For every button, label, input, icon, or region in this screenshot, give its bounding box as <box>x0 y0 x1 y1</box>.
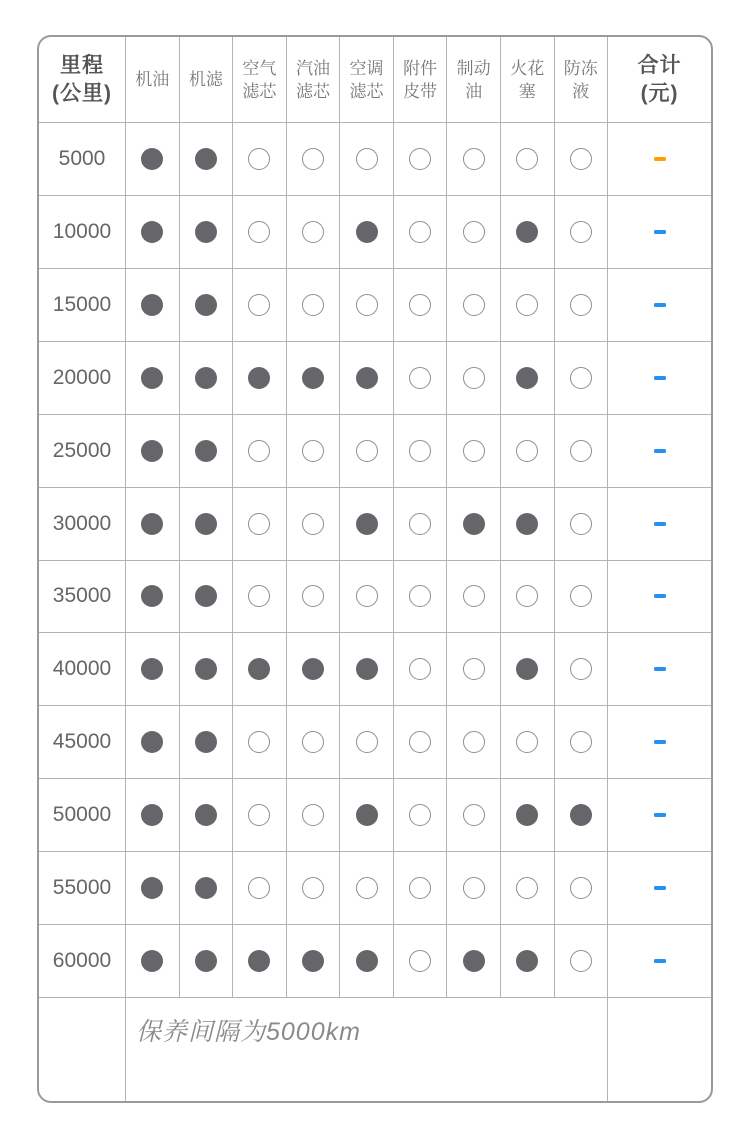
item-cell <box>555 342 609 414</box>
item-cell <box>394 561 448 633</box>
mileage-cell <box>39 269 126 341</box>
dot-filled-icon <box>516 658 538 680</box>
mileage-label: 5000 <box>58 146 106 170</box>
item-cell <box>126 852 180 924</box>
item-cell <box>340 196 394 268</box>
dot-filled-icon <box>463 950 485 972</box>
dot-empty-icon <box>570 148 592 170</box>
mileage-label: 60000 <box>52 949 112 973</box>
item-cell <box>287 342 341 414</box>
dot-filled-icon <box>195 731 217 753</box>
mileage-cell <box>39 196 126 268</box>
item-cell <box>287 269 341 341</box>
dot-empty-icon <box>463 731 485 753</box>
dot-empty-icon <box>248 585 270 607</box>
item-cell <box>126 561 180 633</box>
dot-empty-icon <box>570 367 592 389</box>
item-cell <box>447 561 501 633</box>
item-cell <box>555 706 609 778</box>
item-cell <box>180 415 234 487</box>
item-cell <box>501 925 555 997</box>
table-row <box>39 269 711 342</box>
item-cell <box>126 123 180 195</box>
item-cell <box>394 196 448 268</box>
item-cell <box>555 269 609 341</box>
dot-filled-icon <box>356 804 378 826</box>
item-cell <box>126 488 180 560</box>
dot-filled-icon <box>356 513 378 535</box>
dot-empty-icon <box>356 731 378 753</box>
item-cell <box>394 925 448 997</box>
dot-empty-icon <box>516 148 538 170</box>
dot-filled-icon <box>141 804 163 826</box>
item-cell <box>340 633 394 705</box>
mileage-cell <box>39 123 126 195</box>
dot-filled-icon <box>141 658 163 680</box>
header-mileage <box>39 37 126 122</box>
footer-empty-cell <box>39 998 126 1101</box>
item-cell <box>555 779 609 851</box>
item-cell <box>555 196 609 268</box>
dot-filled-icon <box>141 294 163 316</box>
header-engine-oil: 机油 <box>126 37 180 122</box>
dot-filled-icon <box>302 950 324 972</box>
item-cell <box>180 852 234 924</box>
item-cell <box>394 123 448 195</box>
item-cell <box>501 196 555 268</box>
dot-filled-icon <box>141 731 163 753</box>
item-cell <box>394 488 448 560</box>
dot-empty-icon <box>516 294 538 316</box>
mileage-label: 45000 <box>52 730 112 754</box>
total-value <box>654 376 666 380</box>
dot-filled-icon <box>195 658 217 680</box>
item-cell <box>233 925 287 997</box>
dot-empty-icon <box>516 877 538 899</box>
total-value <box>654 303 666 307</box>
dot-empty-icon <box>463 148 485 170</box>
dot-filled-icon <box>195 877 217 899</box>
item-cell <box>340 561 394 633</box>
dot-empty-icon <box>516 440 538 462</box>
dot-empty-icon <box>302 585 324 607</box>
item-cell <box>447 706 501 778</box>
item-cell <box>340 488 394 560</box>
dot-empty-icon <box>248 440 270 462</box>
dot-filled-icon <box>516 804 538 826</box>
dot-empty-icon <box>248 804 270 826</box>
dot-empty-icon <box>248 221 270 243</box>
item-cell <box>555 123 609 195</box>
item-cell <box>287 196 341 268</box>
dot-filled-icon <box>195 804 217 826</box>
header-total-line2: (元) <box>640 81 679 105</box>
header-spark-plug: 火花 塞 <box>501 37 555 122</box>
dot-filled-icon <box>463 513 485 535</box>
item-cell <box>501 779 555 851</box>
item-cell <box>233 269 287 341</box>
total-cell <box>608 488 711 560</box>
dot-filled-icon <box>302 367 324 389</box>
dot-empty-icon <box>356 294 378 316</box>
dot-filled-icon <box>195 585 217 607</box>
mileage-label: 40000 <box>52 657 112 681</box>
dot-empty-icon <box>516 731 538 753</box>
mileage-label: 15000 <box>52 292 112 316</box>
item-cell <box>501 633 555 705</box>
header-brake-fluid: 制动 油 <box>447 37 501 122</box>
table-row <box>39 488 711 561</box>
dot-filled-icon <box>141 148 163 170</box>
item-cell <box>340 706 394 778</box>
dot-empty-icon <box>409 877 431 899</box>
item-cell <box>394 269 448 341</box>
item-cell <box>180 488 234 560</box>
item-cell <box>447 342 501 414</box>
item-cell <box>447 852 501 924</box>
header-ac-filter: 空调 滤芯 <box>340 37 394 122</box>
item-cell <box>447 269 501 341</box>
dot-filled-icon <box>195 148 217 170</box>
dot-empty-icon <box>409 221 431 243</box>
dot-empty-icon <box>570 950 592 972</box>
item-cell <box>501 706 555 778</box>
dot-empty-icon <box>463 294 485 316</box>
dot-filled-icon <box>356 658 378 680</box>
item-cell <box>555 415 609 487</box>
total-value <box>654 667 666 671</box>
dot-empty-icon <box>409 585 431 607</box>
mileage-label: 30000 <box>52 511 112 535</box>
dot-empty-icon <box>302 440 324 462</box>
item-cell <box>233 633 287 705</box>
item-cell <box>447 123 501 195</box>
dot-empty-icon <box>409 440 431 462</box>
item-cell <box>447 633 501 705</box>
dot-filled-icon <box>141 440 163 462</box>
header-total-line1: 合计 <box>637 53 682 77</box>
total-cell <box>608 633 711 705</box>
dot-filled-icon <box>141 513 163 535</box>
dot-empty-icon <box>356 440 378 462</box>
maintenance-interval-note: 保养间隔为5000km <box>136 1018 361 1046</box>
item-cell <box>501 342 555 414</box>
dot-empty-icon <box>570 658 592 680</box>
dot-filled-icon <box>195 513 217 535</box>
total-cell <box>608 123 711 195</box>
item-cell <box>340 852 394 924</box>
item-cell <box>447 488 501 560</box>
dot-empty-icon <box>570 294 592 316</box>
dot-filled-icon <box>516 367 538 389</box>
item-cell <box>447 925 501 997</box>
table-row <box>39 561 711 634</box>
item-cell <box>233 342 287 414</box>
mileage-cell <box>39 779 126 851</box>
header-mileage-line2: (公里) <box>52 81 112 105</box>
item-cell <box>126 633 180 705</box>
dot-empty-icon <box>516 585 538 607</box>
dot-empty-icon <box>302 294 324 316</box>
total-value <box>654 449 666 453</box>
mileage-cell <box>39 342 126 414</box>
dot-filled-icon <box>356 221 378 243</box>
header-row <box>39 37 711 123</box>
mileage-label: 50000 <box>52 803 112 827</box>
mileage-cell <box>39 925 126 997</box>
dot-filled-icon <box>141 221 163 243</box>
table-row <box>39 779 711 852</box>
item-cell <box>287 706 341 778</box>
total-value <box>654 522 666 526</box>
total-value <box>654 157 666 161</box>
dot-filled-icon <box>356 367 378 389</box>
table-row <box>39 196 711 269</box>
item-cell <box>233 561 287 633</box>
total-value <box>654 959 666 963</box>
item-cell <box>287 123 341 195</box>
dot-filled-icon <box>141 367 163 389</box>
header-air-filter: 空气 滤芯 <box>233 37 287 122</box>
dot-empty-icon <box>409 294 431 316</box>
mileage-cell <box>39 561 126 633</box>
item-cell <box>501 852 555 924</box>
total-value <box>654 813 666 817</box>
table-row <box>39 342 711 415</box>
total-value <box>654 886 666 890</box>
dot-empty-icon <box>570 731 592 753</box>
total-value <box>654 230 666 234</box>
mileage-label: 35000 <box>52 584 112 608</box>
item-cell <box>180 925 234 997</box>
dot-empty-icon <box>302 877 324 899</box>
dot-empty-icon <box>409 950 431 972</box>
dot-empty-icon <box>409 513 431 535</box>
mileage-cell <box>39 706 126 778</box>
item-cell <box>126 269 180 341</box>
table-row <box>39 123 711 196</box>
dot-filled-icon <box>195 294 217 316</box>
table-row <box>39 852 711 925</box>
item-cell <box>340 269 394 341</box>
table-row <box>39 706 711 779</box>
item-cell <box>287 633 341 705</box>
dot-empty-icon <box>302 731 324 753</box>
dot-empty-icon <box>356 877 378 899</box>
mileage-label: 55000 <box>52 876 112 900</box>
item-cell <box>233 415 287 487</box>
item-cell <box>555 852 609 924</box>
footer-note-cell <box>126 998 608 1101</box>
dot-empty-icon <box>409 148 431 170</box>
header-antifreeze: 防冻 液 <box>555 37 609 122</box>
item-cell <box>126 342 180 414</box>
dot-empty-icon <box>356 148 378 170</box>
dot-empty-icon <box>463 658 485 680</box>
item-cell <box>340 342 394 414</box>
dot-empty-icon <box>463 804 485 826</box>
dot-empty-icon <box>248 513 270 535</box>
item-cell <box>287 925 341 997</box>
dot-filled-icon <box>141 950 163 972</box>
total-cell <box>608 342 711 414</box>
total-cell <box>608 415 711 487</box>
dot-empty-icon <box>248 148 270 170</box>
item-cell <box>501 269 555 341</box>
item-cell <box>447 415 501 487</box>
header-oil-filter: 机滤 <box>180 37 234 122</box>
dot-filled-icon <box>141 585 163 607</box>
total-cell <box>608 706 711 778</box>
dot-empty-icon <box>570 513 592 535</box>
item-cell <box>501 561 555 633</box>
mileage-label: 20000 <box>52 365 112 389</box>
item-cell <box>394 633 448 705</box>
item-cell <box>126 925 180 997</box>
item-cell <box>180 779 234 851</box>
item-cell <box>555 561 609 633</box>
table-body <box>39 123 711 998</box>
item-cell <box>180 342 234 414</box>
dot-filled-icon <box>516 950 538 972</box>
item-cell <box>180 196 234 268</box>
footer-row <box>39 998 711 1101</box>
item-cell <box>555 633 609 705</box>
dot-empty-icon <box>302 148 324 170</box>
total-cell <box>608 269 711 341</box>
dot-filled-icon <box>248 367 270 389</box>
item-cell <box>180 561 234 633</box>
item-cell <box>180 633 234 705</box>
item-cell <box>501 488 555 560</box>
item-cell <box>233 196 287 268</box>
dot-filled-icon <box>516 513 538 535</box>
dot-filled-icon <box>570 804 592 826</box>
item-cell <box>287 852 341 924</box>
item-cell <box>501 415 555 487</box>
dot-filled-icon <box>516 221 538 243</box>
item-cell <box>340 415 394 487</box>
total-value <box>654 740 666 744</box>
item-cell <box>180 706 234 778</box>
dot-empty-icon <box>463 440 485 462</box>
mileage-cell <box>39 415 126 487</box>
total-cell <box>608 561 711 633</box>
header-total <box>608 37 711 122</box>
table-row <box>39 415 711 488</box>
total-cell <box>608 779 711 851</box>
item-cell <box>233 123 287 195</box>
dot-empty-icon <box>409 658 431 680</box>
total-value <box>654 594 666 598</box>
dot-empty-icon <box>409 367 431 389</box>
item-cell <box>340 779 394 851</box>
dot-empty-icon <box>356 585 378 607</box>
dot-empty-icon <box>570 877 592 899</box>
mileage-cell <box>39 488 126 560</box>
item-cell <box>394 706 448 778</box>
item-cell <box>394 415 448 487</box>
item-cell <box>287 779 341 851</box>
item-cell <box>287 415 341 487</box>
dot-empty-icon <box>248 294 270 316</box>
item-cell <box>126 196 180 268</box>
header-fuel-filter: 汽油 滤芯 <box>287 37 341 122</box>
dot-empty-icon <box>463 221 485 243</box>
header-mileage-line1: 里程 <box>60 53 104 77</box>
total-cell <box>608 852 711 924</box>
mileage-label: 10000 <box>52 219 112 243</box>
mileage-label: 25000 <box>52 438 112 462</box>
item-cell <box>233 779 287 851</box>
maintenance-schedule-table <box>37 35 713 1103</box>
dot-filled-icon <box>195 440 217 462</box>
dot-empty-icon <box>570 440 592 462</box>
item-cell <box>394 852 448 924</box>
dot-empty-icon <box>409 804 431 826</box>
item-cell <box>126 706 180 778</box>
header-accessory-belt: 附件 皮带 <box>394 37 448 122</box>
dot-empty-icon <box>463 877 485 899</box>
dot-filled-icon <box>356 950 378 972</box>
dot-filled-icon <box>195 367 217 389</box>
item-cell <box>447 779 501 851</box>
item-cell <box>394 779 448 851</box>
item-cell <box>501 123 555 195</box>
total-cell <box>608 196 711 268</box>
dot-filled-icon <box>195 950 217 972</box>
dot-empty-icon <box>302 804 324 826</box>
dot-filled-icon <box>195 221 217 243</box>
item-cell <box>126 779 180 851</box>
dot-filled-icon <box>141 877 163 899</box>
item-cell <box>287 488 341 560</box>
item-cell <box>180 269 234 341</box>
table-row <box>39 925 711 998</box>
item-cell <box>394 342 448 414</box>
footer-total-cell <box>608 998 711 1101</box>
dot-empty-icon <box>409 731 431 753</box>
item-cell <box>340 925 394 997</box>
item-cell <box>447 196 501 268</box>
item-cell <box>180 123 234 195</box>
mileage-cell <box>39 633 126 705</box>
mileage-cell <box>39 852 126 924</box>
dot-empty-icon <box>248 877 270 899</box>
dot-empty-icon <box>570 585 592 607</box>
item-cell <box>233 488 287 560</box>
dot-filled-icon <box>248 950 270 972</box>
item-cell <box>233 706 287 778</box>
dot-empty-icon <box>463 367 485 389</box>
item-cell <box>555 925 609 997</box>
table-row <box>39 633 711 706</box>
item-cell <box>555 488 609 560</box>
item-cell <box>340 123 394 195</box>
dot-empty-icon <box>463 585 485 607</box>
item-cell <box>287 561 341 633</box>
dot-empty-icon <box>248 731 270 753</box>
dot-empty-icon <box>302 221 324 243</box>
dot-filled-icon <box>302 658 324 680</box>
item-cell <box>126 415 180 487</box>
item-cell <box>233 852 287 924</box>
dot-empty-icon <box>570 221 592 243</box>
total-cell <box>608 925 711 997</box>
dot-filled-icon <box>248 658 270 680</box>
dot-empty-icon <box>302 513 324 535</box>
